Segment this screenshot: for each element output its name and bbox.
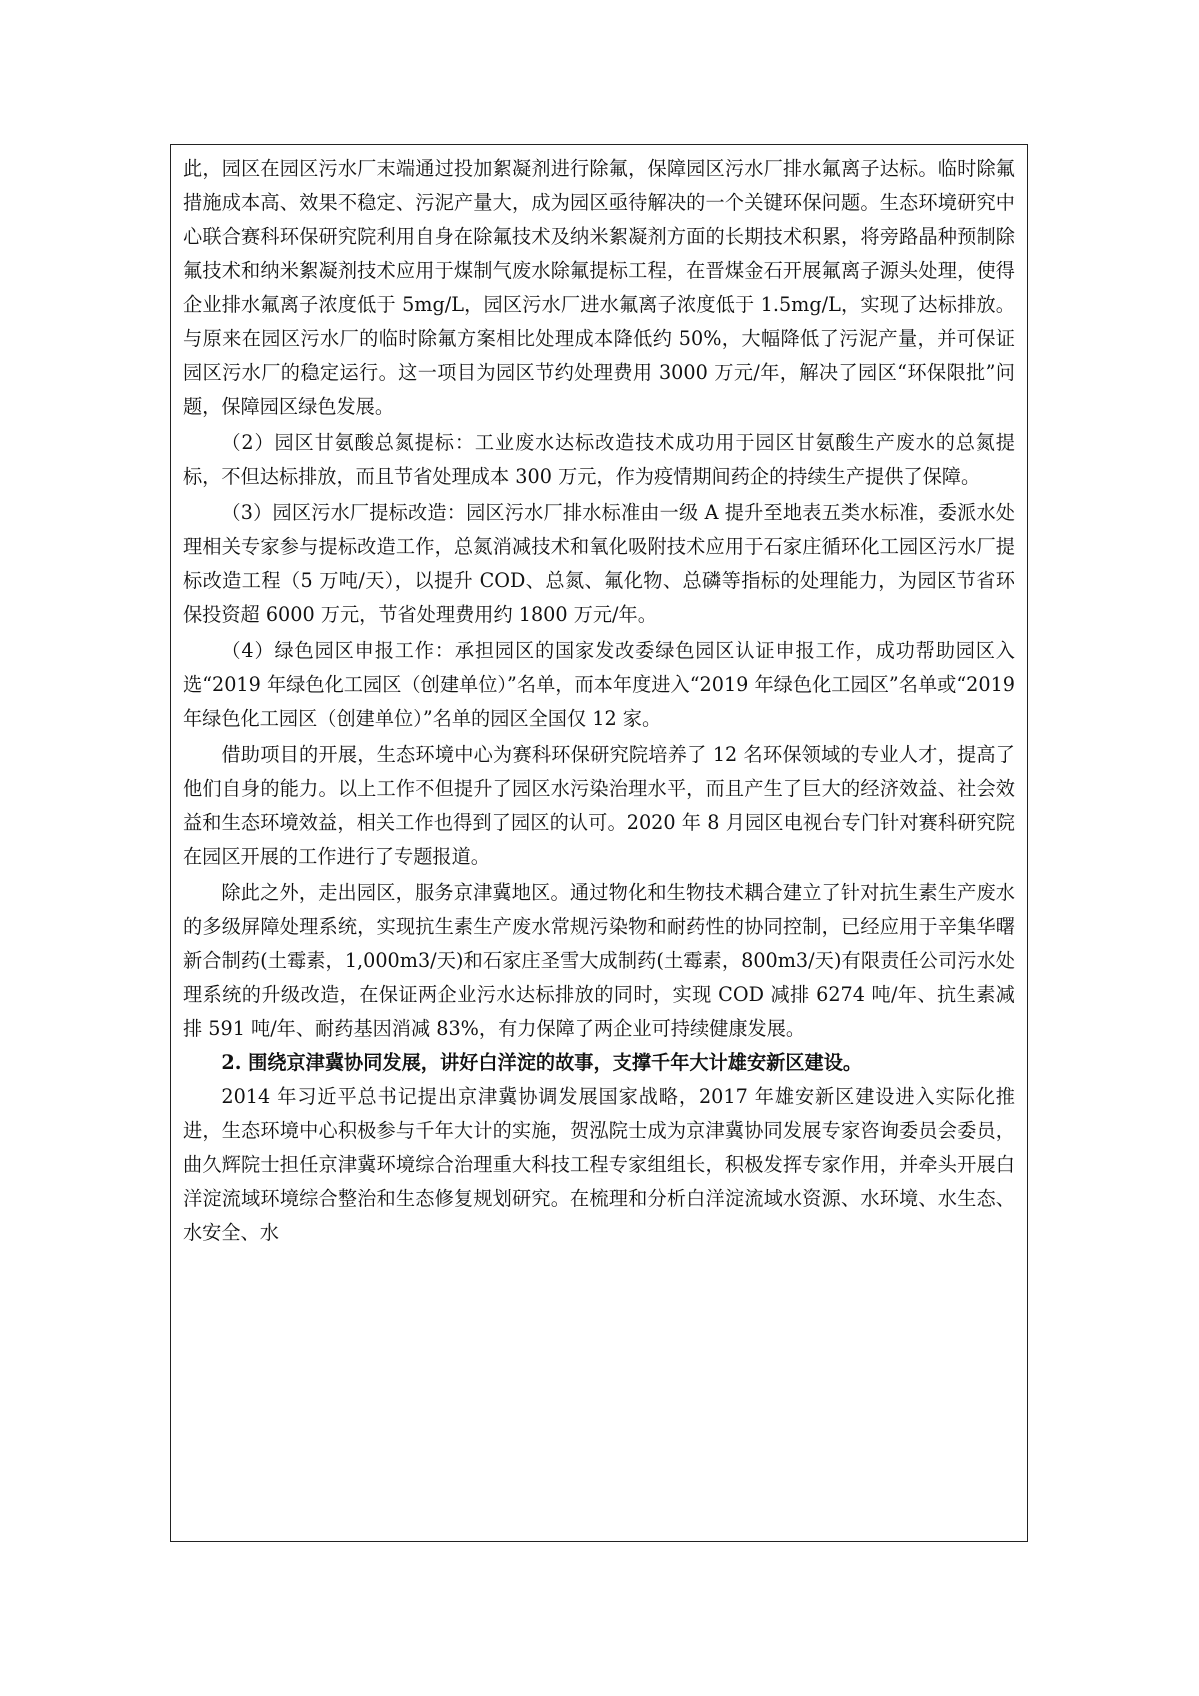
paragraph-antibiotic-wastewater: 除此之外，走出园区，服务京津冀地区。通过物化和生物技术耦合建立了针对抗生素生产废水的多级屏障处理系统，实现抗生素生产废水常规污染物和耐药性的协同控制，已经应用于辛集华曙新合制药(土霉素，1,000m3/天)和石家庄圣雪大成制药(土霉素，800m3/天)有限责任公司污水处理系统的升级改造，在保证两企业污水达标排放的同时，实现 COD 减排 6274 吨/年、抗生素减排 591 吨/年、耐药基因消减 83%，有力保障了两企业可持续健康发展。: [183, 881, 1015, 1040]
paragraph-glycine-nitrogen: （2）园区甘氨酸总氮提标：工业废水达标改造技术成功用于园区甘氨酸生产废水的总氮提标，不但达标排放，而且节省处理成本 300 万元，作为疫情期间药企的持续生产提供了保障。: [183, 431, 1015, 488]
paragraph-wastewater-plant-upgrade: （3）园区污水厂提标改造：园区污水厂排水标准由一级 A 提升至地表五类水标准，委派水处理相关专家参与提标改造工作，总氮消减技术和氧化吸附技术应用于石家庄循环化工园区污水厂提标改造工程（5 万吨/天），以提升 COD、总氮、氟化物、总磷等指标的处理能力，为园区节省环保投资超 6000 万元，节省处理费用约 1800 万元/年。: [183, 501, 1015, 626]
paragraph-xiongan-development: 2014 年习近平总书记提出京津冀协调发展国家战略，2017 年雄安新区建设进入实际化推进，生态环境中心积极参与千年大计的实施，贺泓院士成为京津冀协同发展专家咨询委员会委员，曲久辉院士担任京津冀环境综合治理重大科技工程专家组组长，积极发挥专家作用，并牵头开展白洋淀流域环境综合整治和生态修复规划研究。在梳理和分析白洋淀流域水资源、水环境、水生态、水安全、水: [183, 1085, 1015, 1244]
paragraph-green-park-application: （4）绿色园区申报工作：承担园区的国家发改委绿色园区认证申报工作，成功帮助园区入选“2019 年绿色化工园区（创建单位）”名单，而本年度进入“2019 年绿色化工园区”名单或“2019 年绿色化工园区（创建单位）”名单的园区全国仅 12 家。: [183, 639, 1015, 730]
document-frame: [170, 144, 1028, 1542]
paragraph-fluoride-removal: 此，园区在园区污水厂末端通过投加絮凝剂进行除氟，保障园区污水厂排水氟离子达标。临时除氟措施成本高、效果不稳定、污泥产量大，成为园区亟待解决的一个关键环保问题。生态环境研究中心联合赛科环保研究院利用自身在除氟技术及纳米絮凝剂方面的长期技术积累，将旁路晶种预制除氟技术和纳米絮凝剂技术应用于煤制气废水除氟提标工程，在晋煤金石开展氟离子源头处理，使得企业排水氟离子浓度低于 5mg/L，园区污水厂进水氟离子浓度低于 1.5mg/L，实现了达标排放。与原来在园区污水厂的临时除氟方案相比处理成本降低约 50%，大幅降低了污泥产量，并可保证园区污水厂的稳定运行。这一项目为园区节约处理费用 3000 万元/年，解决了园区“环保限批”问题，保障园区绿色发展。: [183, 157, 1015, 418]
section-heading-jingjinji: 2. 围绕京津冀协同发展，讲好白洋淀的故事，支撑千年大计雄安新区建设。: [221, 1051, 863, 1074]
paragraph-talent-training: 借助项目的开展，生态环境中心为赛科环保研究院培养了 12 名环保领域的专业人才，提高了他们自身的能力。以上工作不但提升了园区水污染治理水平，而且产生了巨大的经济效益、社会效益和生态环境效益，相关工作也得到了园区的认可。2020 年 8 月园区电视台专门针对赛科研究院在园区开展的工作进行了专题报道。: [183, 743, 1015, 868]
